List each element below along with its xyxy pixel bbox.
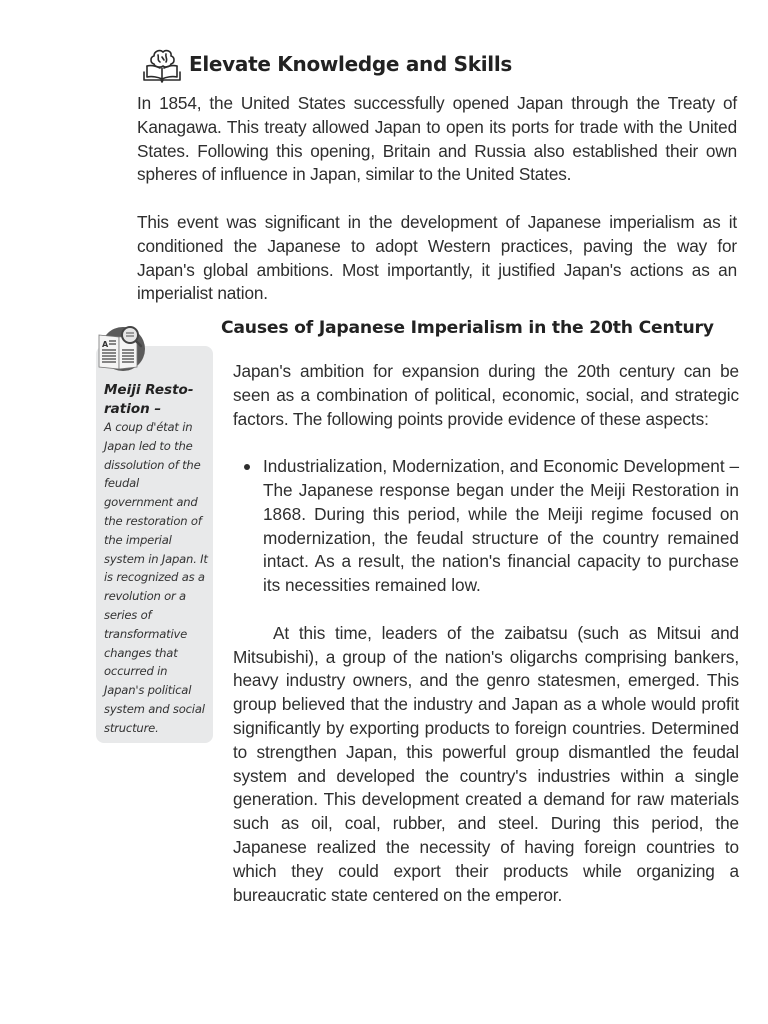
glossary-definition: A coup d'état in Japan led to the dissolution of the feudal government and the restoration of the imperial system in Japan. It is recognized as a revolution or a series of transformative changes that occurred in Japan's political system and social structure.	[104, 420, 208, 735]
bullet-list	[233, 455, 739, 598]
intro-paragraph: In 1854, the United States successfully opened Japan through the Treaty of Kanagawa. This treaty allowed Japan to open its ports for trade with the United States. Following this opening, Britain and Russia also established their own spheres of influence in Japan, similar to the United States.	[137, 93, 737, 185]
glossary-term: Meiji Resto-ration –	[104, 382, 194, 417]
bullet-icon	[244, 464, 250, 470]
list-item-text: Industrialization, Modernization, and Economic Development – The Japanese response began under the Meiji Restoration in 1868. During this period, while the Meiji regime focused on modernization, the feudal structure of the country remained intact. As a result, the nation's financial capacity to purchase its necessities remained low.	[263, 456, 739, 596]
glossary-note	[104, 381, 210, 738]
intro-text	[137, 92, 737, 330]
svg-text:A: A	[102, 340, 109, 349]
section-body	[233, 360, 739, 907]
section-title: Causes of Japanese Imperialism in the 20th Century	[221, 318, 714, 338]
list-item	[263, 455, 739, 598]
book-magnifier-icon	[95, 323, 147, 375]
book-brain-icon	[141, 44, 183, 84]
header-title: Elevate Knowledge and Skills	[189, 52, 513, 76]
section-header	[141, 44, 512, 84]
intro-paragraph: This event was significant in the development of Japanese imperialism as it conditioned the Japanese to adopt Western practices, paving the way for Japan's global ambitions. Most importantly, it justified Japan's actions as an imperialist nation.	[137, 211, 737, 304]
section-paragraph: At this time, leaders of the zaibatsu (such as Mitsui and Mitsubishi), a group of the nation's oligarchs comprising bankers, heavy industry owners, and the genro statesmen, emerged. This group believed that the industry and Japan as a whole would profit significantly by exporting products to foreign countries. Determined to strengthen Japan, this powerful group dismantled the feudal system and developed the country's industries within a single generation. This development created a demand for raw materials such as oil, coal, rubber, and steel. During this period, the Japanese realized the necessity of having foreign countries to which they could export their products while organizing a bureaucratic state centered on the emperor.	[233, 622, 739, 905]
section-lead-paragraph: Japan's ambition for expansion during the 20th century can be seen as a combination of political, economic, social, and strategic factors. The following points provide evidence of these aspects:	[233, 361, 739, 429]
